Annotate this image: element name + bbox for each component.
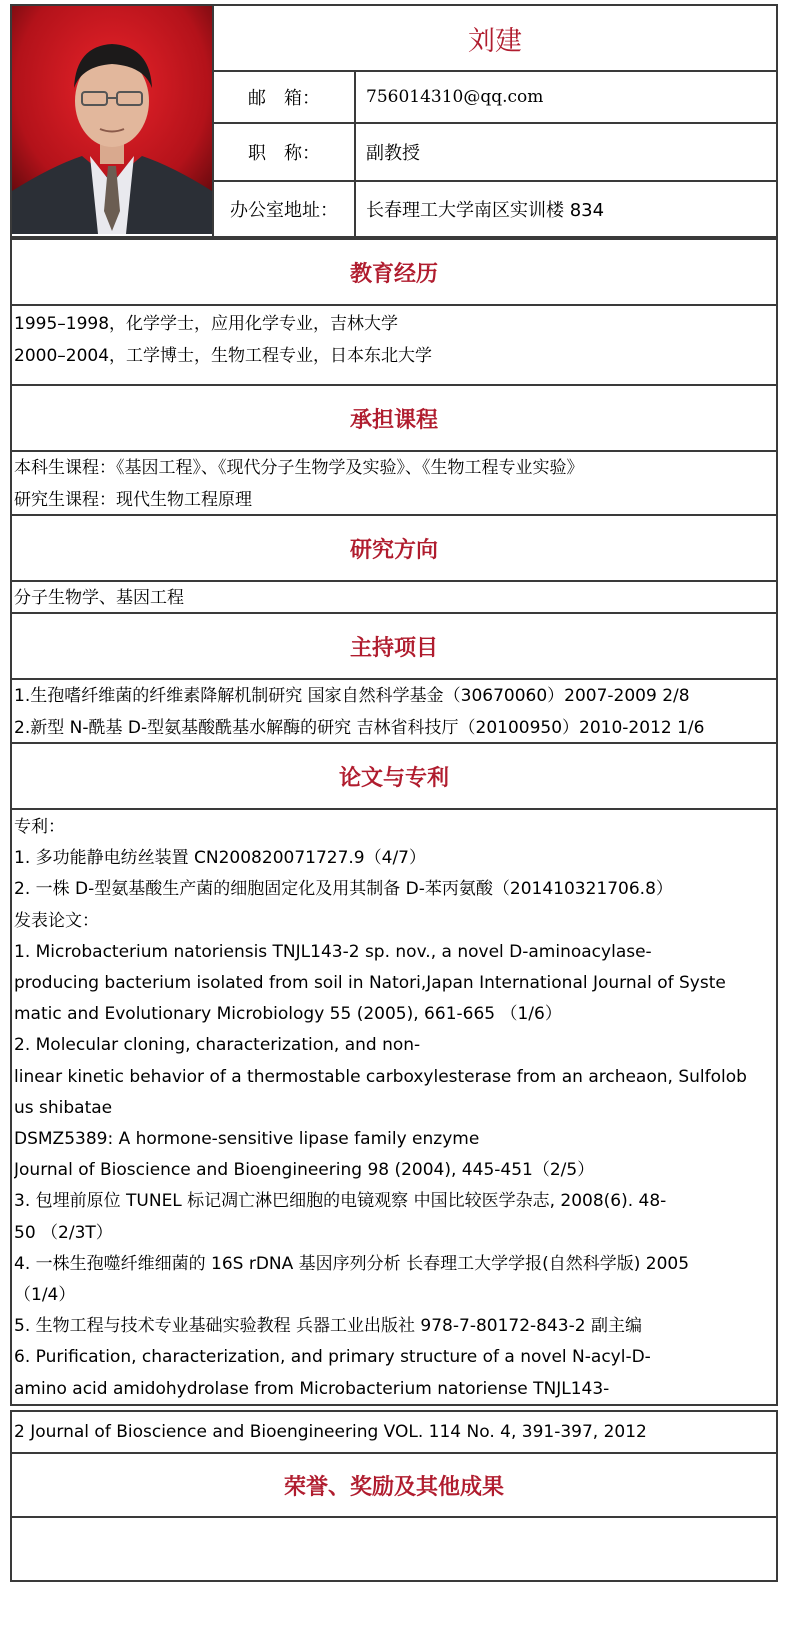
list-item: Journal of Bioscience and Bioengineering 98 (2004), 445-451（2/5）: [14, 1160, 595, 1181]
office-value: 长春理工大学南区实训楼 834: [366, 200, 605, 221]
list-item: 1.生孢嗜纤维菌的纤维素降解机制研究 国家自然科学基金（30670060）2007-2009 2/8: [14, 686, 690, 706]
list-item: 1. Microbacterium natoriensis TNJL143-2 sp. nov., a novel D-aminoacylase-: [14, 941, 652, 962]
courses-heading: 承担课程: [12, 386, 776, 452]
list-item: us shibatae: [14, 1097, 113, 1118]
list-item: 50 （2/3T）: [14, 1222, 113, 1243]
research-body: [12, 582, 776, 614]
list-item: 5. 生物工程与技术专业基础实验教程 兵器工业出版社 978-7-80172-843-2 副主编: [14, 1316, 642, 1337]
list-item: 研究生课程：现代生物工程原理: [14, 490, 252, 510]
list-item: 4. 一株生孢噬纤维细菌的 16S rDNA 基因序列分析 长春理工大学学报(自然科学版) 2005: [14, 1253, 690, 1274]
list-item: 分子生物学、基因工程: [14, 588, 184, 608]
email-value[interactable]: 756014310@qq.com: [366, 87, 544, 107]
education-heading: 教育经历: [12, 238, 776, 306]
profile-photo: [12, 6, 214, 236]
list-item: 6. Purification, characterization, and primary structure of a novel N-acyl-D-: [14, 1347, 651, 1368]
courses-body: [12, 452, 776, 516]
list-item: matic and Evolutionary Microbiology 55 (2005), 661-665 （1/6）: [14, 1004, 562, 1025]
office-label: 办公室地址：: [214, 182, 356, 236]
title-label: 职 称：: [214, 124, 356, 180]
education-body: [12, 306, 776, 386]
list-item: 2000–2004，工学博士，生物工程专业，日本东北大学: [14, 346, 433, 366]
list-item: 1995–1998，化学学士，应用化学专业，吉林大学: [14, 314, 399, 334]
list-item: 2. 一株 D-型氨基酸生产菌的细胞固定化及用其制备 D-苯丙氨酸（201410321706.8）: [14, 879, 673, 900]
research-heading: 研究方向: [12, 516, 776, 582]
list-item: linear kinetic behavior of a thermostable carboxylesterase from an archeaon, Sulfolob: [14, 1066, 747, 1087]
title-row: [214, 124, 776, 182]
list-item: 2. Molecular cloning, characterization, and non-: [14, 1035, 421, 1056]
list-item: DSMZ5389: A hormone-sensitive lipase family enzyme: [14, 1129, 480, 1150]
list-item: 1. 多功能静电纺丝装置 CN200820071727.9（4/7）: [14, 848, 426, 869]
email-row: [214, 72, 776, 124]
content-sections: [10, 238, 778, 1406]
list-item: amino acid amidohydrolase from Microbacterium natoriense TNJL143-: [14, 1378, 610, 1399]
person-portrait-icon: [12, 6, 212, 234]
list-item: producing bacterium isolated from soil in Natori,Japan International Journal of Syste: [14, 973, 726, 994]
profile-page: [10, 4, 778, 1582]
list-item: 专利：: [14, 817, 65, 837]
list-item: 发表论文：: [14, 910, 99, 931]
continuation-section: [10, 1410, 778, 1582]
papers-continuation: [12, 1412, 776, 1454]
projects-heading: 主持项目: [12, 614, 776, 680]
list-item: 3. 包埋前原位 TUNEL 标记凋亡淋巴细胞的电镜观察 中国比较医学杂志, 2008(6). 48-: [14, 1191, 667, 1212]
projects-body: [12, 680, 776, 744]
honors-heading: 荣誉、奖励及其他成果: [12, 1454, 776, 1518]
list-item: （1/4）: [14, 1285, 76, 1306]
list-item: 2 Journal of Bioscience and Bioengineering VOL. 114 No. 4, 391-397, 2012: [14, 1422, 647, 1442]
title-value: 副教授: [366, 143, 420, 164]
email-label: 邮 箱：: [214, 72, 356, 122]
profile-name: 刘建: [214, 6, 776, 72]
list-item: 本科生课程：《基因工程》、《现代分子生物学及实验》、《生物工程专业实验》: [14, 458, 584, 478]
honors-body: [12, 1518, 776, 1580]
papers-body: [12, 810, 776, 1404]
office-row: [214, 182, 776, 236]
profile-header: [10, 4, 778, 238]
papers-heading: 论文与专利: [12, 744, 776, 810]
list-item: 2.新型 N-酰基 D-型氨基酸酰基水解酶的研究 吉林省科技厅（20100950）2010-2012 1/6: [14, 718, 705, 738]
